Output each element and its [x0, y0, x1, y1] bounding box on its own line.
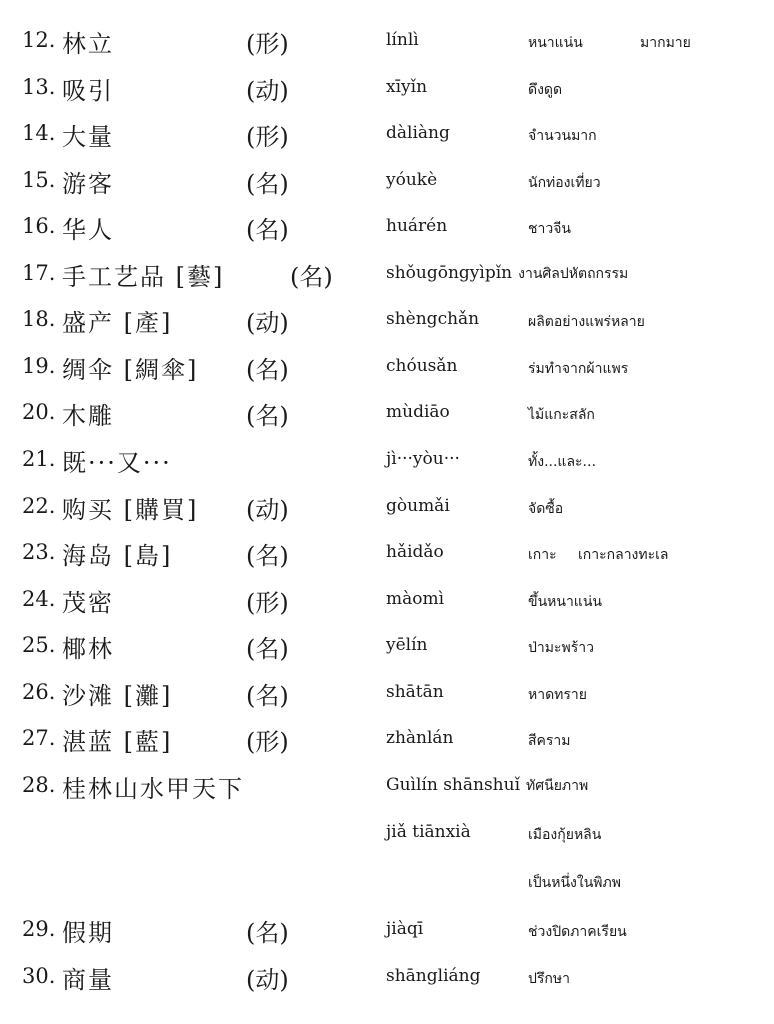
- pinyin: [386, 263, 628, 285]
- part-of-speech: (名): [290, 263, 333, 291]
- vocab-row-22: [0, 490, 774, 536]
- part-of-speech: (形): [246, 589, 289, 617]
- thai-meaning: ผลิตอย่างแพร่หลาย: [528, 314, 645, 330]
- part-of-speech: (动): [246, 496, 289, 524]
- vocab-row-29: [0, 913, 774, 959]
- thai-meaning: ไม้แกะสลัก: [528, 407, 595, 423]
- pinyin: jiàqī: [386, 919, 424, 939]
- part-of-speech: (名): [246, 356, 289, 384]
- pinyin-text: Guìlín shānshuǐ: [386, 775, 521, 795]
- chinese-word: 商量: [62, 966, 114, 994]
- vocab-row-13: [0, 71, 774, 117]
- entry-number: 17.: [22, 261, 56, 285]
- pinyin: shèngchǎn: [386, 309, 480, 329]
- entry-number: 16.: [22, 214, 56, 238]
- pinyin: shāngliáng: [386, 966, 481, 986]
- thai-meaning: ดึงดูด: [528, 82, 563, 98]
- chinese-word: 华人: [62, 216, 114, 244]
- vocab-row-27: [0, 722, 774, 768]
- entry-number: 18.: [22, 307, 56, 331]
- thai-meaning: ขึ้นหนาแน่น: [528, 594, 602, 610]
- part-of-speech: (动): [246, 77, 289, 105]
- part-of-speech: (名): [246, 635, 289, 663]
- thai-meaning: ป่ามะพร้าว: [528, 640, 594, 656]
- entry-number: 24.: [22, 587, 56, 611]
- chinese-word: 手工艺品 [藝]: [62, 263, 225, 291]
- entry-number: 28.: [22, 773, 56, 797]
- entry-number: 21.: [22, 447, 56, 471]
- thai-meaning: เป็นหนึ่งในพิภพ: [528, 875, 621, 891]
- vocab-row-20: [0, 396, 774, 442]
- entry-number: 13.: [22, 75, 56, 99]
- vocab-row-14: [0, 117, 774, 163]
- part-of-speech: (名): [246, 216, 289, 244]
- thai-meaning: เกาะ: [528, 547, 557, 563]
- pinyin: jiǎ tiānxià: [386, 822, 471, 842]
- pinyin: línlì: [386, 30, 419, 50]
- pinyin: xīyǐn: [386, 77, 428, 97]
- chinese-word: 盛产 [產]: [62, 309, 173, 337]
- part-of-speech: (名): [246, 542, 289, 570]
- part-of-speech: (名): [246, 919, 289, 947]
- thai-meaning: งานศิลปหัตถกรรม: [518, 266, 629, 282]
- chinese-word: 大量: [62, 123, 114, 151]
- entry-number: 22.: [22, 494, 56, 518]
- thai-meaning: ร่มทำจากผ้าแพร: [528, 361, 629, 377]
- part-of-speech: (形): [246, 30, 289, 58]
- pinyin: huárén: [386, 216, 448, 236]
- entry-number: 26.: [22, 680, 56, 704]
- thai-meaning: เมืองกุ้ยหลิน: [528, 827, 602, 843]
- pinyin: jì···yòu···: [386, 449, 460, 469]
- entry-number: 19.: [22, 354, 56, 378]
- thai-meaning-alt: เกาะกลางทะเล: [578, 547, 669, 563]
- chinese-word: 湛蓝 [藍]: [62, 728, 173, 756]
- part-of-speech: (动): [246, 309, 289, 337]
- pinyin: [386, 775, 588, 797]
- entry-number: 12.: [22, 28, 56, 52]
- thai-meaning: ทั้ง...และ...: [528, 454, 596, 470]
- vocab-row-26: [0, 676, 774, 722]
- part-of-speech: (形): [246, 123, 289, 151]
- thai-meaning: หาดทราย: [528, 687, 587, 703]
- part-of-speech: (形): [246, 728, 289, 756]
- chinese-word: 林立: [62, 30, 114, 58]
- chinese-word: 吸引: [62, 77, 114, 105]
- entry-number: 20.: [22, 400, 56, 424]
- chinese-word: 既···又···: [62, 449, 172, 477]
- entry-number: 27.: [22, 726, 56, 750]
- pinyin: shātān: [386, 682, 444, 702]
- vocab-row-15: [0, 164, 774, 210]
- part-of-speech: (名): [246, 170, 289, 198]
- pinyin: yēlín: [386, 635, 428, 655]
- vocab-row-19: [0, 350, 774, 396]
- chinese-word: 游客: [62, 170, 114, 198]
- chinese-word: 沙滩 [灘]: [62, 682, 173, 710]
- pinyin: chóusǎn: [386, 356, 458, 376]
- vocab-row-23: [0, 536, 774, 582]
- thai-meaning: หนาแน่น: [528, 35, 583, 51]
- chinese-word: 茂密: [62, 589, 114, 617]
- part-of-speech: (名): [246, 682, 289, 710]
- vocab-row-21: [0, 443, 774, 489]
- pinyin: yóukè: [386, 170, 438, 190]
- entry-number: 25.: [22, 633, 56, 657]
- vocab-row-28: [0, 769, 774, 815]
- pinyin: gòumǎi: [386, 496, 450, 516]
- chinese-word: 椰林: [62, 635, 114, 663]
- pinyin: mùdiāo: [386, 402, 450, 422]
- pinyin: màomì: [386, 589, 445, 609]
- pinyin: hǎidǎo: [386, 542, 444, 562]
- vocab-row-30: [0, 960, 774, 1006]
- thai-meaning: ชาวจีน: [528, 221, 571, 237]
- chinese-word: 购买 [購買]: [62, 496, 199, 524]
- vocab-row-16: [0, 210, 774, 256]
- chinese-word: 木雕: [62, 402, 114, 430]
- vocab-row-17: [0, 257, 774, 303]
- entry-number: 15.: [22, 168, 56, 192]
- part-of-speech: (动): [246, 966, 289, 994]
- chinese-word: 海岛 [島]: [62, 542, 173, 570]
- thai-meaning: จำนวนมาก: [528, 128, 597, 144]
- vocab-row-18: [0, 303, 774, 349]
- entry-number: 14.: [22, 121, 56, 145]
- vocab-row-28-cont-1: [0, 816, 774, 862]
- thai-meaning: ช่วงปิดภาคเรียน: [528, 924, 627, 940]
- pinyin-text: shǒugōngyìpǐn: [386, 263, 513, 283]
- chinese-word: 绸伞 [綢傘]: [62, 356, 199, 384]
- chinese-word: 桂林山水甲天下: [62, 775, 244, 803]
- vocab-row-28-cont-2: [0, 864, 774, 910]
- vocab-row-24: [0, 583, 774, 629]
- thai-meaning: นักท่องเที่ยว: [528, 175, 601, 191]
- pinyin: zhànlán: [386, 728, 454, 748]
- entry-number: 29.: [22, 917, 56, 941]
- vocab-row-25: [0, 629, 774, 675]
- thai-meaning: ทัศนียภาพ: [526, 778, 589, 794]
- thai-meaning: จัดซื้อ: [528, 501, 564, 517]
- pinyin: dàliàng: [386, 123, 450, 143]
- thai-meaning: สีคราม: [528, 733, 571, 749]
- chinese-word: 假期: [62, 919, 114, 947]
- thai-meaning-alt: มากมาย: [640, 35, 691, 51]
- vocab-row-12: [0, 24, 774, 70]
- entry-number: 30.: [22, 964, 56, 988]
- part-of-speech: (名): [246, 402, 289, 430]
- thai-meaning: ปรึกษา: [528, 971, 570, 987]
- entry-number: 23.: [22, 540, 56, 564]
